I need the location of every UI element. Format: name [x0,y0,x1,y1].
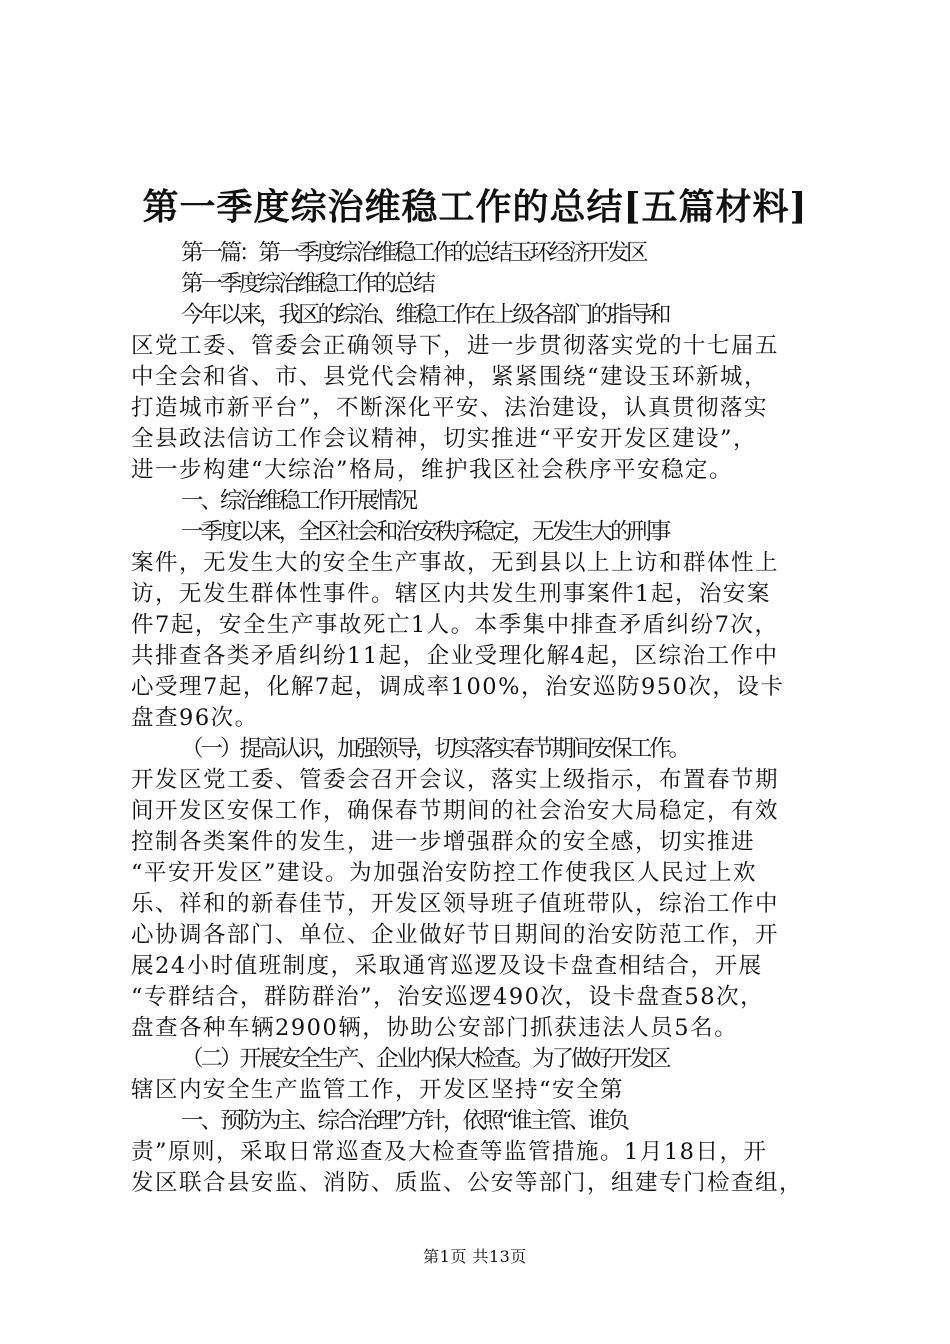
text-line: （一）提高认识，加强领导，切实落实春节期间安保工作。 [181,736,689,762]
text-line: “平安开发区”建设。为加强治安防控工作使我区人民过上欢 [131,860,758,886]
page-footer: 第1页 共13页 [423,1247,527,1266]
text-line: 访，无发生群体性事件。辖区内共发生刑事案件1起，治安案 [131,581,771,607]
text-line: 心协调各部门、单位、企业做好节日期间的治安防范工作，开 [131,922,780,948]
text-line: 今年以来，我区的综治、维稳工作在上级各部门的指导和 [181,302,669,328]
text-line: 盘查各种车辆2900辆，协助公安部门抓获违法人员5名。 [131,1015,739,1041]
text-line: 责”原则，采取日常巡查及大检查等监管措施。1月18日，开 [131,1139,768,1165]
text-line: 乐、祥和的新春佳节，开发区领导班子值班带队，综治工作中 [131,891,780,917]
text-line: 间开发区安保工作，确保春节期间的社会治安大局稳定，有效 [131,798,780,824]
text-line: 展24小时值班制度，采取通宵巡逻及设卡盘查相结合，开展 [131,953,763,979]
text-line: 开发区党工委、管委会召开会议，落实上级指示，布置春节期 [131,767,780,793]
text-line: 第一季度综治维稳工作的总结 [181,271,433,297]
text-line: 中全会和省、市、县党代会精神，紧紧围绕“建设玉环新城， [131,364,769,390]
text-line: 全县政法信访工作会议精神，切实推进“平安开发区建设”， [131,426,758,452]
text-line: 打造城市新平台”，不断深化平安、法治建设，认真贯彻落实 [131,395,769,421]
text-line: 共排查各类矛盾纠纷11起，企业受理化解4起，区综治工作中 [131,643,779,669]
text-line: 案件，无发生大的安全生产事故，无到县以上上访和群体性上 [131,550,780,576]
text-line: 盘查96次。 [131,705,259,731]
text-line: 控制各类案件的发生，进一步增强群众的安全感，切实推进 [131,829,756,855]
text-line: 进一步构建“大综治”格局，维护我区社会秩序平安稳定。 [131,457,734,483]
text-line: 件7起，安全生产事故死亡1人。本季集中排查矛盾纠纷7次， [131,612,779,638]
text-line: 辖区内安全生产监管工作，开发区坚持“安全第 [131,1077,625,1103]
text-line: （二）开展安全生产、企业内保大检查。为了做好开发区 [181,1046,669,1072]
text-line: 发区联合县安监、消防、质监、公安等部门，组建专门检查组， [131,1170,804,1196]
document-title: 第一季度综治维稳工作的总结[五篇材料] [142,186,808,228]
text-line: 心受理7起，化解7起，调成率100%，治安巡防950次，设卡 [131,674,785,700]
text-line: 一季度以来，全区社会和治安秩序稳定，无发生大的刑事 [181,519,669,545]
section-heading: 一、综治维稳工作开展情况 [181,488,416,514]
text-line: 一、预防为主、综合治理”方针，依照“谁主管、谁负 [181,1108,628,1134]
text-line: “专群结合，群防群治”，治安巡逻490次，设卡盘查58次， [131,984,765,1010]
text-line: 区党工委、管委会正确领导下，进一步贯彻落实党的十七届五 [131,333,780,359]
text-line: 第一篇：第一季度综治维稳工作的总结玉环经济开发区 [181,240,646,266]
